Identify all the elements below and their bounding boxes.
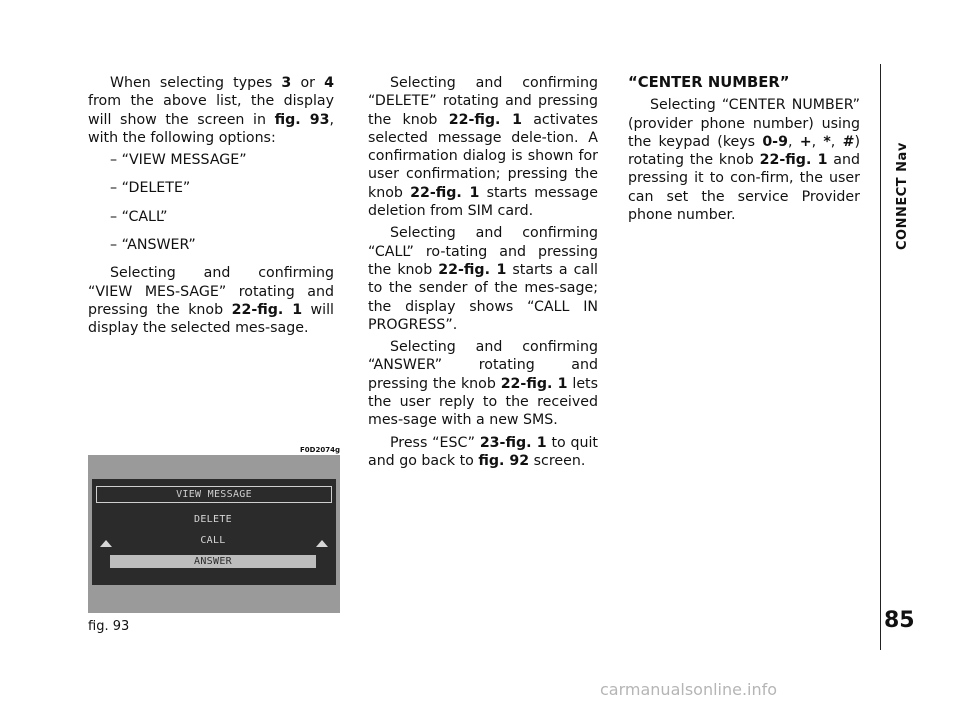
center-number-paragraph: Selecting “CENTER NUMBER” (provider phone number) using the keypad (keys 0-9, +, *, #) rotating the knob 22-fig. 1 and pressing it to con-firm, the user can set the service Provider phone number. <box>628 97 860 224</box>
text-column-3 <box>628 74 860 228</box>
figure-code: F0D2074g <box>300 446 340 454</box>
option-item: – “DELETE” <box>110 180 191 197</box>
page-number: 85 <box>884 608 915 633</box>
option-item: – “VIEW MESSAGE” <box>110 152 247 169</box>
menu-option-answer: ANSWER <box>110 555 316 568</box>
option-item: – “CALL” <box>110 208 168 225</box>
display-screen <box>92 479 336 585</box>
side-title: CONNECT Nav <box>895 142 910 250</box>
view-message-paragraph: Selecting and confirming “VIEW MES-SAGE” rotating and pressing the knob 22-fig. 1 will display the selected mes-sage. <box>88 265 334 337</box>
section-heading: “CENTER NUMBER” <box>628 74 790 91</box>
arrow-up-right-icon <box>316 540 328 547</box>
arrow-up-left-icon <box>100 540 112 547</box>
option-item: – “ANSWER” <box>110 237 196 254</box>
esc-paragraph: Press “ESC” 23-fig. 1 to quit and go back to fig. 92 screen. <box>368 434 598 469</box>
watermark: carmanualsonline.info <box>600 680 778 699</box>
side-divider <box>880 64 881 650</box>
menu-option-delete: DELETE <box>194 514 232 525</box>
intro-paragraph: When selecting types 3 or 4 from the above list, the display will show the screen in fig. 93, with the following options: <box>88 75 335 146</box>
text-column-2 <box>368 74 598 474</box>
menu-option-view-message: VIEW MESSAGE <box>96 486 332 503</box>
text-column-1 <box>88 74 334 342</box>
delete-paragraph: Selecting and confirming “DELETE” rotating and pressing the knob 22-fig. 1 activates selected message dele-tion. A confirmation dialog is shown for user confirmation; pressing the knob 22-fig. 1 starts message deletion from SIM card. <box>368 75 598 220</box>
call-paragraph: Selecting and confirming “CALL” ro-tating and pressing the knob 22-fig. 1 starts a call to the sender of the mes-sage; the display shows “CALL IN PROGRESS”. <box>368 225 598 333</box>
answer-paragraph: Selecting and confirming “ANSWER” rotating and pressing the knob 22-fig. 1 lets the user reply to the received mes-sage with a new SMS. <box>368 339 598 429</box>
menu-option-call: CALL <box>200 535 226 546</box>
figure-label: fig. 93 <box>88 619 130 634</box>
figure-display <box>88 455 340 613</box>
